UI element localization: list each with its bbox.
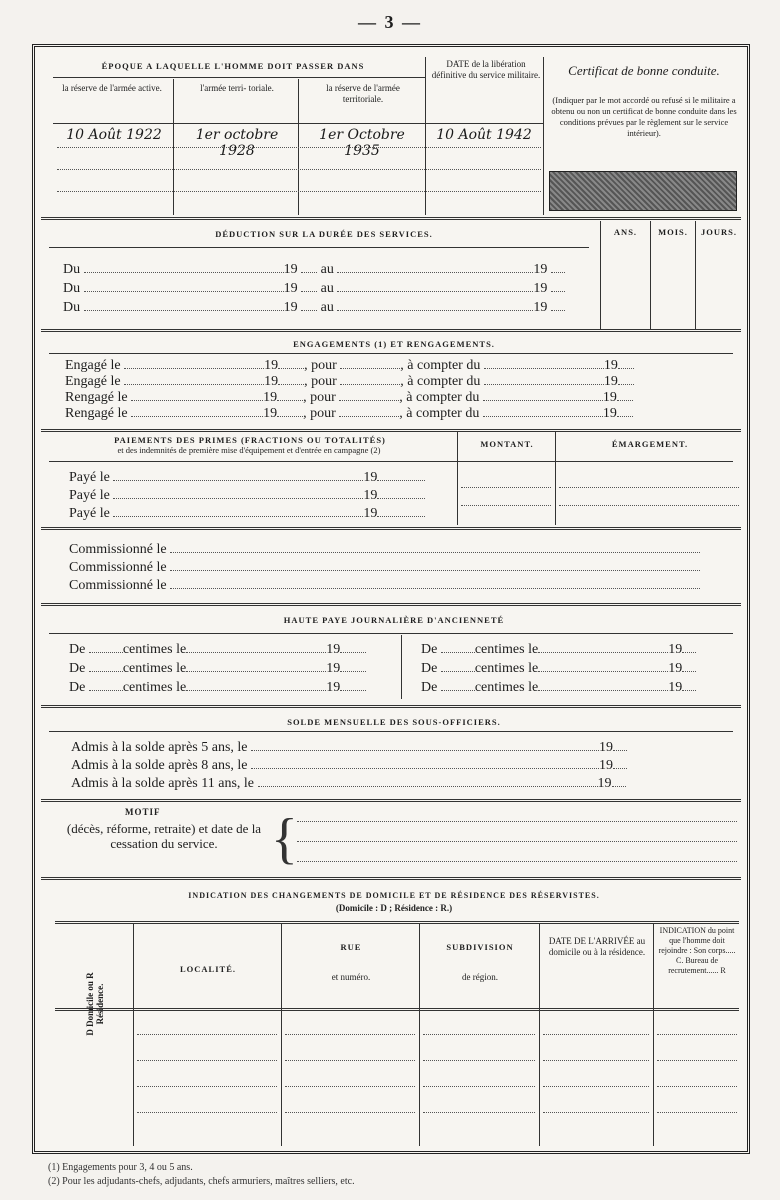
col-active: la réserve de l'armée active. <box>62 83 162 93</box>
motif-body: (décès, réforme, retraite) et date de la cessation du service. <box>66 821 262 851</box>
paye-row: Payé le 19 <box>69 469 425 486</box>
certificat-title: Certificat de bonne conduite. <box>568 63 720 78</box>
deduction-col-jours: JOURS. <box>701 227 737 237</box>
form-frame <box>32 44 750 1154</box>
col-rue-numero: et numéro. <box>331 972 371 982</box>
paye-row: Payé le 19 <box>69 505 425 522</box>
haute-paye-row: De centimes le 19 <box>69 679 366 696</box>
haute-paye-header: HAUTE PAYE JOURNALIÈRE D'ANCIENNETÉ <box>283 615 505 625</box>
col-domicile-residence: D Domicile ou R Résidence. <box>85 972 105 1036</box>
col-localite: LOCALITÉ. <box>180 964 236 974</box>
date-liberation-header: DATE de la libération définitive du service militaire. <box>431 59 541 80</box>
engagements-header: ENGAGEMENTS (1) ET RENGAGEMENTS. <box>293 339 495 349</box>
footnote-2: (2) Pour les adjudants-chefs, adjudants, chefs armuriers, maîtres selliers, etc. <box>48 1176 355 1187</box>
montant-header: MONTANT. <box>480 439 534 449</box>
deduction-row: Du 19 au 19 <box>63 299 565 316</box>
engagement-row: Engagé le 19 , pour , à compter du 19 <box>65 357 634 374</box>
solde-header: SOLDE MENSUELLE DES SOUS-OFFICIERS. <box>287 717 501 727</box>
primes-header: PAIEMENTS DES PRIMES (FRACTIONS OU TOTALITÉS) <box>114 435 386 445</box>
haute-paye-row-right: De centimes le 19 <box>421 660 696 677</box>
epoque-section <box>43 53 743 215</box>
solde-row: Admis à la solde après 11 ans, le 19 <box>71 775 626 792</box>
footnote-1: (1) Engagements pour 3, 4 ou 5 ans. <box>48 1162 193 1173</box>
date-active[interactable]: 10 Août 1922 <box>66 127 162 143</box>
epoque-header: ÉPOQUE A LAQUELLE L'HOMME DOIT PASSER DANS <box>101 61 365 71</box>
deduction-col-ans: ANS. <box>613 227 638 237</box>
solde-row: Admis à la solde après 5 ans, le 19 <box>71 739 627 756</box>
deduction-col-mois: MOIS. <box>658 227 688 237</box>
commission-row: Commissionné le <box>69 577 700 594</box>
deduction-header: DÉDUCTION SUR LA DURÉE DES SERVICES. <box>215 229 433 239</box>
paye-row: Payé le 19 <box>69 487 425 504</box>
haute-paye-row: De centimes le 19 <box>69 660 366 677</box>
haute-paye-row-right: De centimes le 19 <box>421 679 696 696</box>
deduction-row: Du 19 au 19 <box>63 261 565 278</box>
haute-paye-row: De centimes le 19 <box>69 641 366 658</box>
haute-paye-row-right: De centimes le 19 <box>421 641 696 658</box>
commission-row: Commissionné le <box>69 559 700 576</box>
engagement-row: Engagé le 19 , pour , à compter du 19 <box>65 373 634 390</box>
certificat-stamp <box>549 171 737 211</box>
domicile-table <box>55 921 739 1147</box>
primes-subheader: et des indemnités de première mise d'équipement et d'entrée en campagne (2) <box>117 445 381 455</box>
certificat-body: (Indiquer par le mot accordé ou refusé si le militaire a obtenu ou non un certificat de bonne conduite dans les conditions prévues par le règlement sur le service intérieur). <box>551 95 737 138</box>
date-liberation[interactable]: 10 Août 1942 <box>436 127 532 143</box>
date-territoriale[interactable]: 1er octobre 1928 <box>195 127 279 159</box>
col-rue: RUE <box>340 942 362 952</box>
page-number: — 3 — <box>358 12 422 32</box>
col-reserve-territoriale: la réserve de l'armée territoriale. <box>326 83 400 104</box>
motif-brace: { <box>271 808 298 870</box>
domicile-header: INDICATION DES CHANGEMENTS DE DOMICILE ET DE RÉSIDENCE DES RÉSERVISTES. <box>188 891 600 900</box>
solde-row: Admis à la solde après 8 ans, le 19 <box>71 757 627 774</box>
rengagement-row: Rengagé le 19 , pour , à compter du 19 <box>65 389 633 406</box>
col-date-arrivee: DATE DE L'ARRIVÉE au domicile ou à la résidence. <box>548 936 646 957</box>
col-territoriale: l'armée terri- toriale. <box>200 83 274 93</box>
date-reserve-territoriale[interactable]: 1er Octobre 1935 <box>319 127 405 159</box>
domicile-subheader: (Domicile : D ; Résidence : R.) <box>335 903 453 913</box>
motif-title: MOTIF <box>125 807 161 817</box>
col-region: de région. <box>462 972 498 982</box>
emargement-header: ÉMARGEMENT. <box>611 439 689 449</box>
col-subdivision: SUBDIVISION <box>446 942 514 952</box>
col-indication: INDICATION du point que l'homme doit rejoindre : Son corps..... C. Bureau de recrutement...... R <box>658 926 736 975</box>
deduction-row: Du 19 au 19 <box>63 280 565 297</box>
commission-row: Commissionné le <box>69 541 700 558</box>
rengagement-row: Rengagé le 19 , pour , à compter du 19 <box>65 405 633 422</box>
